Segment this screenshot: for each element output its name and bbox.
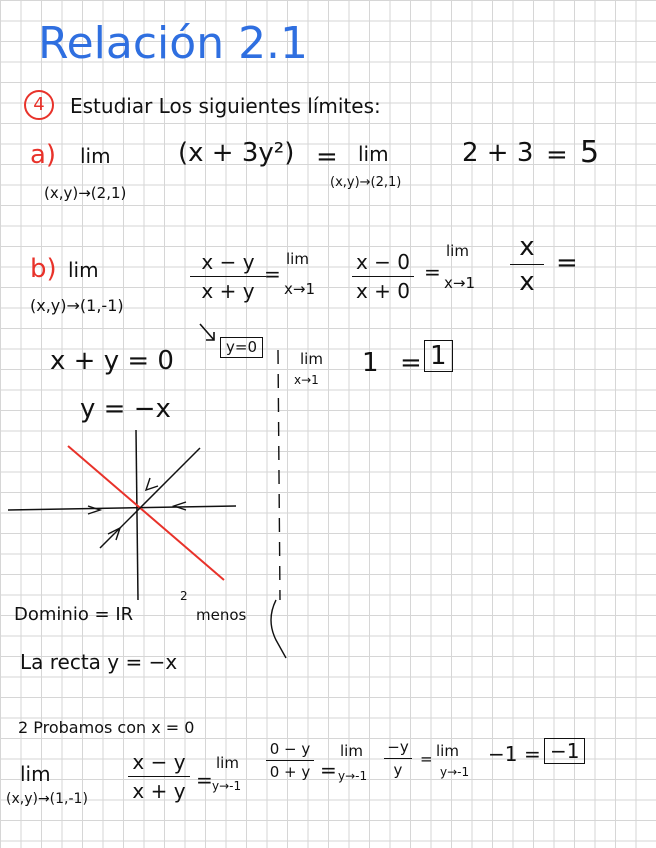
domain-equation-2: y = −x xyxy=(80,394,171,424)
domain-menos: menos xyxy=(196,606,247,624)
part2-lim4: lim xyxy=(436,742,459,760)
fraction-denominator: x + 0 xyxy=(355,279,411,303)
part2-lim4-sub: y→-1 xyxy=(440,765,470,779)
fraction-numerator: x xyxy=(519,232,535,262)
fraction-denominator: 0 + y xyxy=(269,763,311,781)
part-a-letter: a) xyxy=(30,140,57,170)
part2-lim2: lim xyxy=(216,754,239,772)
part-b-lim: lim xyxy=(68,258,99,282)
brace-icon xyxy=(271,600,286,658)
arrow-diag2-icon xyxy=(146,478,158,490)
part-b-letter: b) xyxy=(30,254,57,284)
pointer-arrow xyxy=(200,324,214,340)
page-title: Relación 2.1 xyxy=(38,18,309,69)
part2-lim2-sub: y→-1 xyxy=(212,779,242,793)
domain-line-2: La recta y = −x xyxy=(20,650,178,674)
y-zero-box: y=0 xyxy=(220,337,263,358)
domain-equation-1: x + y = 0 xyxy=(50,346,174,376)
part-b-eq1: = xyxy=(264,262,281,286)
part2-lim3: lim xyxy=(340,742,363,760)
fraction-denominator: x xyxy=(519,267,535,297)
dashed-separator xyxy=(278,350,280,600)
part2-lim: lim xyxy=(20,762,51,786)
fraction-numerator: −y xyxy=(387,738,409,756)
part2-eq4: = xyxy=(524,742,541,766)
part-b-lim-sub: (x,y)→(1,-1) xyxy=(30,296,124,315)
part-b-one: 1 xyxy=(362,348,379,378)
domain-exponent: 2 xyxy=(180,589,188,603)
part-b-lim2-sub: x→1 xyxy=(284,280,315,298)
part-b-lim3: lim xyxy=(446,242,469,260)
part-a-lim2-sub: (x,y)→(2,1) xyxy=(330,175,402,190)
part-a-expr: (x + 3y²) xyxy=(178,138,295,168)
y-axis xyxy=(136,430,138,600)
fraction-numerator: 0 − y xyxy=(269,740,311,758)
arrow-left-icon xyxy=(174,502,186,510)
fraction-denominator: x + y xyxy=(201,279,255,303)
part-b-lim3-sub: x→1 xyxy=(444,274,475,292)
fraction-numerator: x − y xyxy=(132,750,186,774)
fraction-denominator: y xyxy=(393,761,403,779)
part-b-eq3: = xyxy=(556,248,578,278)
part2-eq2: = xyxy=(320,758,337,782)
line-y-eq-x xyxy=(100,448,200,548)
part2-intro: 2 Probamos con x = 0 xyxy=(18,718,195,737)
part-a-lim2: lim xyxy=(358,142,389,166)
problem-number: 4 xyxy=(24,90,54,120)
part2-lim3-sub: y→-1 xyxy=(338,769,368,783)
part-b-eq2: = xyxy=(424,260,441,284)
part-b-lim2: lim xyxy=(286,250,309,268)
part2-eq3: = xyxy=(420,750,433,768)
part2-minus-one: −1 xyxy=(488,742,518,766)
fraction-numerator: x − 0 xyxy=(355,250,411,274)
part-a-expr2: 2 + 3 xyxy=(462,138,534,168)
part2-eq1: = xyxy=(196,768,213,792)
part-b-eq4: = xyxy=(400,348,422,378)
part-b-lim4-sub: x→1 xyxy=(294,373,319,387)
domain-text: Dominio = IR xyxy=(14,604,134,625)
fraction-denominator: x + y xyxy=(132,779,186,803)
x-axis xyxy=(8,506,236,510)
part-a-lim-sub: (x,y)→(2,1) xyxy=(44,184,127,202)
fraction-numerator: x − y xyxy=(201,250,255,274)
part-a-lim: lim xyxy=(80,144,111,168)
part2-lim-sub: (x,y)→(1,-1) xyxy=(6,791,88,807)
part-a-eq1: = xyxy=(316,142,338,172)
part-b-result: 1 xyxy=(424,340,453,372)
arrow-right-icon xyxy=(88,506,100,514)
part-a-result: 5 xyxy=(580,135,600,170)
part-a-eq2: = xyxy=(546,140,568,170)
problem-statement: Estudiar Los siguientes límites: xyxy=(70,94,381,118)
part-b-lim4: lim xyxy=(300,350,323,368)
part2-result: −1 xyxy=(544,738,585,764)
